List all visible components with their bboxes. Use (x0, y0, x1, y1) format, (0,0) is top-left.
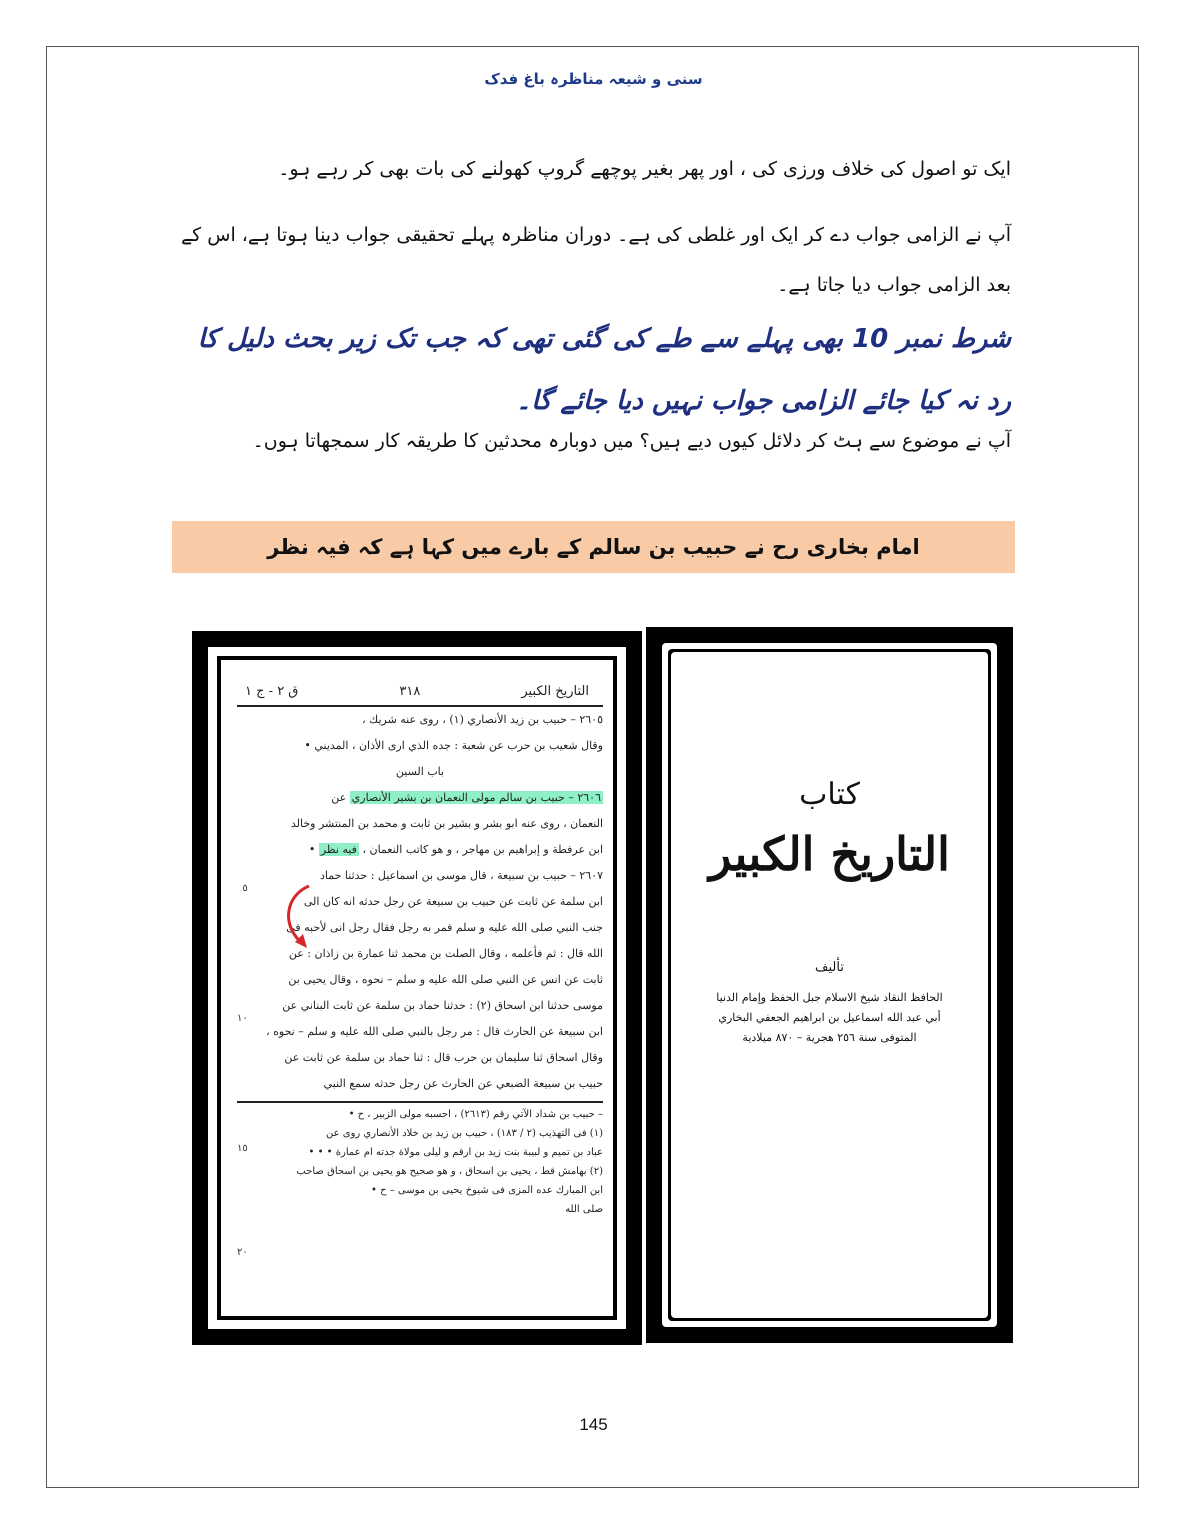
scan-line: حبيب بن سبيعة الضبعي عن الحارث عن رجل حدثه سمع النبي (323, 1077, 603, 1090)
page-number: 145 (579, 1415, 608, 1434)
scan-line: وقال اسحاق ثنا سليمان بن حرب قال : ثنا حماد بن سلمة عن ثابت عن (284, 1051, 603, 1064)
line-number: ١٠ (237, 1013, 248, 1024)
scan-line: ٢٦٠٥ – حبيب بن زيد الأنصاري (١) ، روى عنه شريك ، (362, 713, 603, 726)
scan-header-left: ق ٢ - ج ١ (245, 684, 299, 699)
footnote-line: عباد بن تميم و لبيبة بنت زيد بن ارقم و ليلى مولاة جدته ام عمارة • • • (308, 1147, 603, 1158)
scan-header-center: ٣١٨ (399, 684, 421, 699)
scan-line: جنب النبي صلى الله عليه و سلم فمر به رجل فقال رجل انى لأحبه فى (286, 921, 603, 934)
scan-line: الله قال : ثم فأعلمه ، وقال الصلت بن محمد ثنا عمارة بن زاذان : عن (288, 947, 603, 960)
scan-line: النعمان ، روى عنه ابو بشر و بشير بن ثابت و محمد بن المنتشر وخالد (290, 817, 603, 830)
scanned-page (237, 684, 603, 1306)
highlight-verdict: فيه نظر (320, 843, 357, 856)
paragraph-2: آپ نے الزامی جواب دے کر ایک اور غلطی کی ہے۔ دوران مناظرہ پہلے تحقیقی جواب دینا ہوتا ہے، اس کے بعد الزامی جواب دیا جاتا ہے۔ (181, 224, 1011, 296)
scan-line: ابن سبيعة عن الحارث قال : مر رجل بالنبي صلى الله عليه و سلم – نحوه ، (266, 1025, 603, 1038)
cover-page (671, 652, 988, 1318)
paragraph-3: آپ نے موضوع سے ہٹ کر دلائل کیوں دیے ہیں؟ میں دوبارہ محدثین کا طریقہ کار سمجھاتا ہوں۔ (252, 430, 1011, 452)
page-header-title: سنی و شیعہ مناظرہ باغ فدک (484, 70, 703, 88)
footnote-line: (٢) بهامش قط ، يحيى بن اسحاق ، و هو صحيح هو يحيى بن اسحاق صاحب (296, 1166, 603, 1177)
line-number: ٥ (242, 883, 248, 894)
condition-statement: شرط نمبر 10 بھی پہلے سے طے کی گئی تھی کہ جب تک زیر بحث دلیل کا رد نہ کیا جائے الزامی جواب نہیں دیا جائے گا۔ (197, 324, 1011, 416)
cover-page-frame (646, 627, 1013, 1343)
section-banner (172, 521, 1015, 573)
scan-footnotes (237, 1101, 603, 1219)
cover-author (685, 988, 974, 1048)
author-line: المتوفى سنة ٢٥٦ هجرية – ٨٧٠ ميلادية (742, 1031, 917, 1044)
scan-line: موسى حدثنا ابن اسحاق (٢) : حدثنا حماد بن سلمة عن ثابت البناني عن (282, 999, 603, 1012)
footnote-line: صلى الله (565, 1204, 603, 1215)
author-line: أبي عبد الله اسماعيل بن ابراهيم الجعفي البخاري (718, 1011, 941, 1024)
footnote-line: (١) فى التهذيب (٢ / ١٨٣) ، حبيب بن زيد بن خلاد الأنصاري روى عن (325, 1128, 603, 1139)
scanned-page-frame (192, 631, 642, 1345)
scan-header-right: التاريخ الكبير (521, 684, 589, 699)
scan-line-highlighted: ٢٦٠٦ – حبيب بن سالم مولى النعمان بن بشير الأنصاري عن (331, 791, 601, 804)
scan-line: ابن سلمة عن ثابت عن حبيب بن سبيعة عن رجل حدثه انه كان الى (303, 895, 603, 908)
cover-talif: تأليف (815, 960, 844, 975)
cover-kitab: كتاب (799, 777, 860, 812)
banner-text: امام بخاری رح نے حبیب بن سالم کے بارے میں کہا ہے کہ فیہ نظر (267, 535, 920, 559)
footnote-line: – حبيب بن شداد الآتي رقم (٢٦١٣) ، احسبه مولى الزبير ، ح • (348, 1109, 603, 1120)
scan-line: ثابت عن انس عن النبي صلى الله عليه و سلم – نحوه ، وقال يحيى بن (288, 973, 603, 986)
cover-title: التاريخ الكبير (709, 827, 950, 881)
line-number: ١٥ (237, 1143, 248, 1154)
scan-line-verdict: ابن عرفطة و إبراهيم بن مهاجر ، و هو كاتب النعمان ، فيه نظر • (308, 843, 603, 856)
scan-line: ٢٦٠٧ – حبيب بن سبيعة ، قال موسى بن اسماعيل : حدثنا حماد (320, 869, 603, 882)
footnote-line: ابن المبارك عده المزى فى شيوخ يحيى بن موسى – ح • (371, 1185, 603, 1196)
scan-header (237, 684, 603, 707)
red-arrow-icon (279, 882, 315, 954)
line-numbers (237, 884, 248, 1258)
highlight-narrator: ٢٦٠٦ – حبيب بن سالم مولى النعمان بن بشير الأنصاري (351, 791, 601, 804)
scan-line: وقال شعيب بن حرب عن شعبة : جده الذي ارى الأذان ، المديني • (304, 739, 603, 752)
line-number: ٢٠ (237, 1247, 248, 1258)
paragraph-1: ایک تو اصول کی خلاف ورزی کی ، اور پھر بغیر پوچھے گروپ کھولنے کی بات بھی کر رہے ہو۔ (278, 158, 1011, 180)
author-line: الحافظ النقاد شيخ الاسلام جبل الحفظ وإمام الدنيا (716, 991, 943, 1004)
scan-section-heading: باب السين (395, 765, 445, 778)
